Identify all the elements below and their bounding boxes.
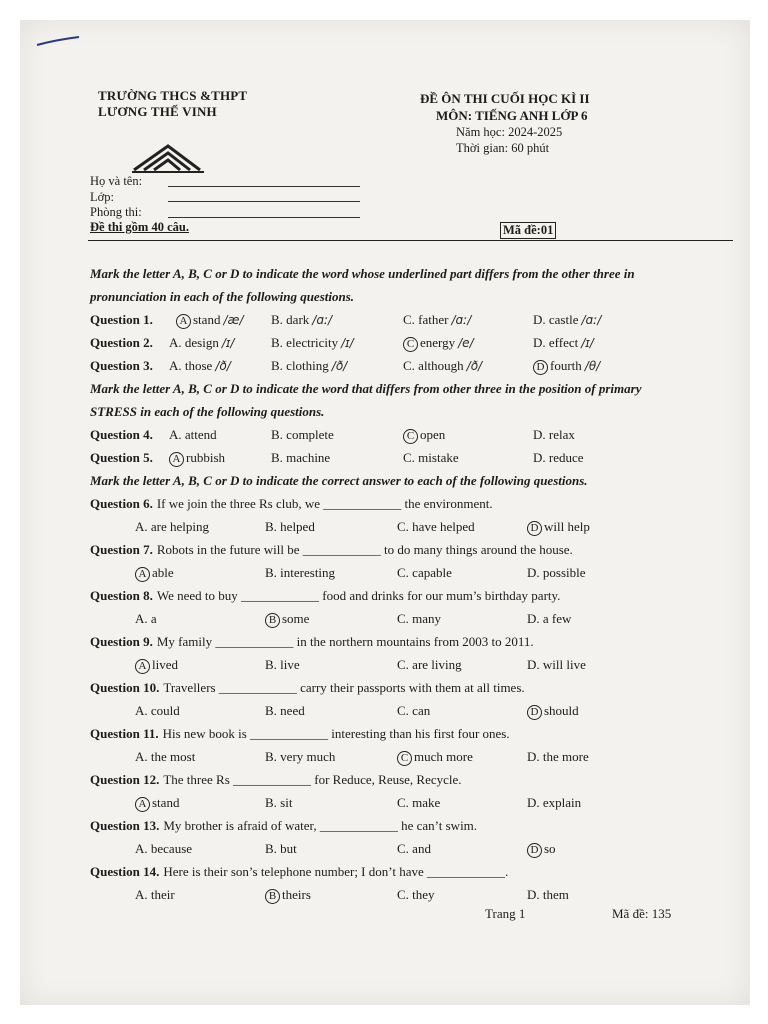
option-c[interactable]: C. although /ð/	[403, 358, 483, 373]
options-row	[90, 607, 735, 630]
name-label: Họ và tên:	[90, 174, 143, 188]
circled-answer-icon: A	[169, 452, 184, 467]
option-b[interactable]: B theirs	[265, 883, 397, 906]
option-d[interactable]: D. possible	[527, 565, 586, 580]
question-text: We need to buy ____________ food and drinks for our mum’s birthday party.	[156, 588, 561, 603]
section2-instruction-line1: Mark the letter A, B, C or D to indicate the word that differs from other three in the position of primary	[90, 381, 642, 396]
exam-duration: Thời gian: 60 phút	[456, 141, 550, 155]
options-row	[90, 745, 735, 768]
question-row	[90, 331, 735, 354]
option-b[interactable]: B some	[265, 607, 397, 630]
page-number: Trang 1	[485, 906, 526, 921]
question-label: Question 10.	[90, 680, 160, 695]
option-c[interactable]: C. are living	[397, 657, 462, 672]
question-label: Question 5.	[90, 450, 153, 465]
option-c[interactable]: C. capable	[397, 565, 452, 580]
section3-instruction: Mark the letter A, B, C or D to indicate the correct answer to each of the following questions.	[90, 473, 588, 488]
circled-answer-icon: B	[265, 613, 280, 628]
option-d[interactable]: D. reduce	[533, 450, 584, 465]
option-a[interactable]: A. those /ð/	[169, 358, 231, 373]
question-row	[90, 423, 735, 446]
option-a[interactable]: A. the most	[135, 749, 196, 764]
option-a[interactable]: A. a	[135, 611, 157, 626]
question-text: His new book is ____________ interesting than his first four ones.	[162, 726, 510, 741]
option-b[interactable]: B. sit	[265, 795, 293, 810]
question-stem	[90, 584, 735, 607]
option-d[interactable]: D. the more	[527, 749, 589, 764]
option-d[interactable]: D. explain	[527, 795, 582, 810]
question-stem	[90, 814, 735, 837]
question-label: Question 6.	[90, 496, 153, 511]
option-c[interactable]: C much more	[397, 745, 527, 768]
circled-answer-icon: D	[527, 843, 542, 858]
exam-subject: MÔN: TIẾNG ANH LỚP 6	[436, 108, 588, 123]
question-text: Robots in the future will be ____________ to do many things around the house.	[156, 542, 573, 557]
name-field[interactable]	[168, 174, 360, 187]
options-row	[90, 561, 735, 584]
exam-content	[90, 262, 735, 906]
question-label: Question 9.	[90, 634, 153, 649]
question-text: If we join the three Rs club, we ____________ the environment.	[156, 496, 493, 511]
header-divider	[88, 240, 733, 241]
options-row	[90, 653, 735, 676]
option-a[interactable]: A stand /æ/	[176, 308, 271, 332]
circled-answer-icon: C	[403, 429, 418, 444]
option-c[interactable]: C. they	[397, 887, 435, 902]
option-a[interactable]: A lived	[135, 653, 265, 676]
option-a[interactable]: A. are helping	[135, 519, 210, 534]
option-d[interactable]: D should	[527, 699, 579, 722]
option-d[interactable]: D. effect /ɪ/	[533, 335, 594, 350]
room-field[interactable]	[168, 205, 360, 218]
question-text: My family ____________ in the northern mountains from 2003 to 2011.	[156, 634, 534, 649]
circled-answer-icon: C	[397, 751, 412, 766]
option-b[interactable]: B. need	[265, 703, 305, 718]
question-row	[90, 308, 735, 331]
option-a[interactable]: A rubbish	[169, 446, 271, 469]
option-a[interactable]: A able	[135, 561, 265, 584]
question-label: Question 7.	[90, 542, 153, 557]
class-field-row	[90, 190, 360, 206]
school-name-line1: TRƯỜNG THCS &THPT	[98, 88, 248, 103]
question-stem	[90, 630, 735, 653]
question-stem	[90, 722, 735, 745]
option-a[interactable]: A stand	[135, 791, 265, 814]
room-field-row	[90, 205, 360, 221]
option-c[interactable]: C energy /e/	[403, 331, 533, 355]
option-b[interactable]: B. helped	[265, 519, 315, 534]
question-label: Question 13.	[90, 818, 160, 833]
option-a[interactable]: A. design /ɪ/	[169, 335, 235, 350]
options-row	[90, 515, 735, 538]
options-row	[90, 699, 735, 722]
exam-question-count: Đề thi gồm 40 câu.	[90, 220, 189, 234]
question-label: Question 8.	[90, 588, 153, 603]
pen-stroke-mark	[35, 36, 81, 46]
option-b[interactable]: B. interesting	[265, 565, 336, 580]
option-a[interactable]: A. attend	[169, 427, 217, 442]
option-d[interactable]: D will help	[527, 515, 590, 538]
exam-code-box: Mã đề:01	[500, 222, 556, 239]
question-row	[90, 354, 735, 377]
option-c[interactable]: C. make	[397, 795, 441, 810]
circled-answer-icon: D	[527, 521, 542, 536]
question-stem	[90, 860, 735, 883]
question-stem	[90, 768, 735, 791]
option-c[interactable]: C. mistake	[403, 450, 459, 465]
question-text: Here is their son’s telephone number; I don’t have ____________.	[163, 864, 509, 879]
school-name-line2: LƯƠNG THẾ VINH	[98, 104, 217, 119]
option-b[interactable]: B. but	[265, 841, 297, 856]
option-a[interactable]: A. their	[135, 887, 175, 902]
circled-answer-icon: D	[527, 705, 542, 720]
school-logo-icon	[128, 142, 208, 174]
circled-answer-icon: C	[403, 337, 418, 352]
option-c[interactable]: C. have helped	[397, 519, 475, 534]
question-row	[90, 446, 735, 469]
circled-answer-icon: A	[135, 659, 150, 674]
question-label: Question 12.	[90, 772, 160, 787]
option-b[interactable]: B. very much	[265, 749, 336, 764]
option-c[interactable]: C. and	[397, 841, 431, 856]
question-label: Question 3.	[90, 358, 153, 373]
question-stem	[90, 676, 735, 699]
name-field-row	[90, 174, 360, 190]
question-text: My brother is afraid of water, ____________ he can’t swim.	[163, 818, 478, 833]
option-d[interactable]: D. them	[527, 887, 569, 902]
section2-instruction-line2: STRESS in each of the following questions.	[90, 404, 325, 419]
question-stem	[90, 538, 735, 561]
student-info-fields	[90, 174, 360, 221]
section1-instruction-line2: pronunciation in each of the following questions.	[90, 289, 355, 304]
question-label: Question 11.	[90, 726, 159, 741]
option-d[interactable]: D. castle /ɑː/	[533, 312, 602, 327]
circled-answer-icon: A	[135, 567, 150, 582]
section3-questions	[90, 492, 735, 906]
option-b[interactable]: B. electricity /ɪ/	[271, 335, 354, 350]
footer-exam-code: Mã đề: 135	[612, 906, 672, 921]
class-field[interactable]	[168, 190, 360, 203]
options-row	[90, 791, 735, 814]
circled-answer-icon: A	[135, 797, 150, 812]
section1-instruction-line1: Mark the letter A, B, C or D to indicate the word whose underlined part differs from the other three in	[90, 266, 635, 281]
option-c[interactable]: C. can	[397, 703, 431, 718]
option-a[interactable]: A. could	[135, 703, 180, 718]
option-d[interactable]: D. a few	[527, 611, 572, 626]
option-c[interactable]: C. many	[397, 611, 442, 626]
school-header	[98, 88, 338, 120]
question-text: The three Rs ____________ for Reduce, Reuse, Recycle.	[163, 772, 462, 787]
question-label: Question 1.	[90, 312, 153, 327]
option-d[interactable]: D fourth /θ/	[533, 354, 600, 378]
class-label: Lớp:	[90, 189, 114, 204]
option-c[interactable]: C. father /ɑː/	[403, 312, 472, 327]
option-a[interactable]: A. because	[135, 841, 193, 856]
school-year: Năm học: 2024-2025	[456, 125, 563, 139]
exam-header	[420, 90, 720, 156]
option-b[interactable]: B. live	[265, 657, 300, 672]
question-label: Question 2.	[90, 335, 153, 350]
options-row	[90, 837, 735, 860]
question-text: Travellers ____________ carry their passports with them at all times.	[163, 680, 525, 695]
question-stem	[90, 492, 735, 515]
option-b[interactable]: B. dark /ɑː/	[271, 312, 333, 327]
option-c[interactable]: C open	[403, 423, 533, 446]
option-b[interactable]: B. clothing /ð/	[271, 358, 348, 373]
circled-answer-icon: B	[265, 889, 280, 904]
question-label: Question 4.	[90, 427, 153, 442]
option-b[interactable]: B. machine	[271, 450, 331, 465]
circled-answer-icon: D	[533, 360, 548, 375]
option-d[interactable]: D. will live	[527, 657, 586, 672]
options-row	[90, 883, 735, 906]
exam-title: ĐỀ ÔN THI CUỐI HỌC KÌ II	[420, 91, 590, 106]
circled-answer-icon: A	[176, 314, 191, 329]
option-b[interactable]: B. complete	[271, 427, 334, 442]
option-d[interactable]: D so	[527, 837, 556, 860]
option-d[interactable]: D. relax	[533, 427, 575, 442]
room-label: Phòng thi:	[90, 205, 142, 219]
question-label: Question 14.	[90, 864, 160, 879]
